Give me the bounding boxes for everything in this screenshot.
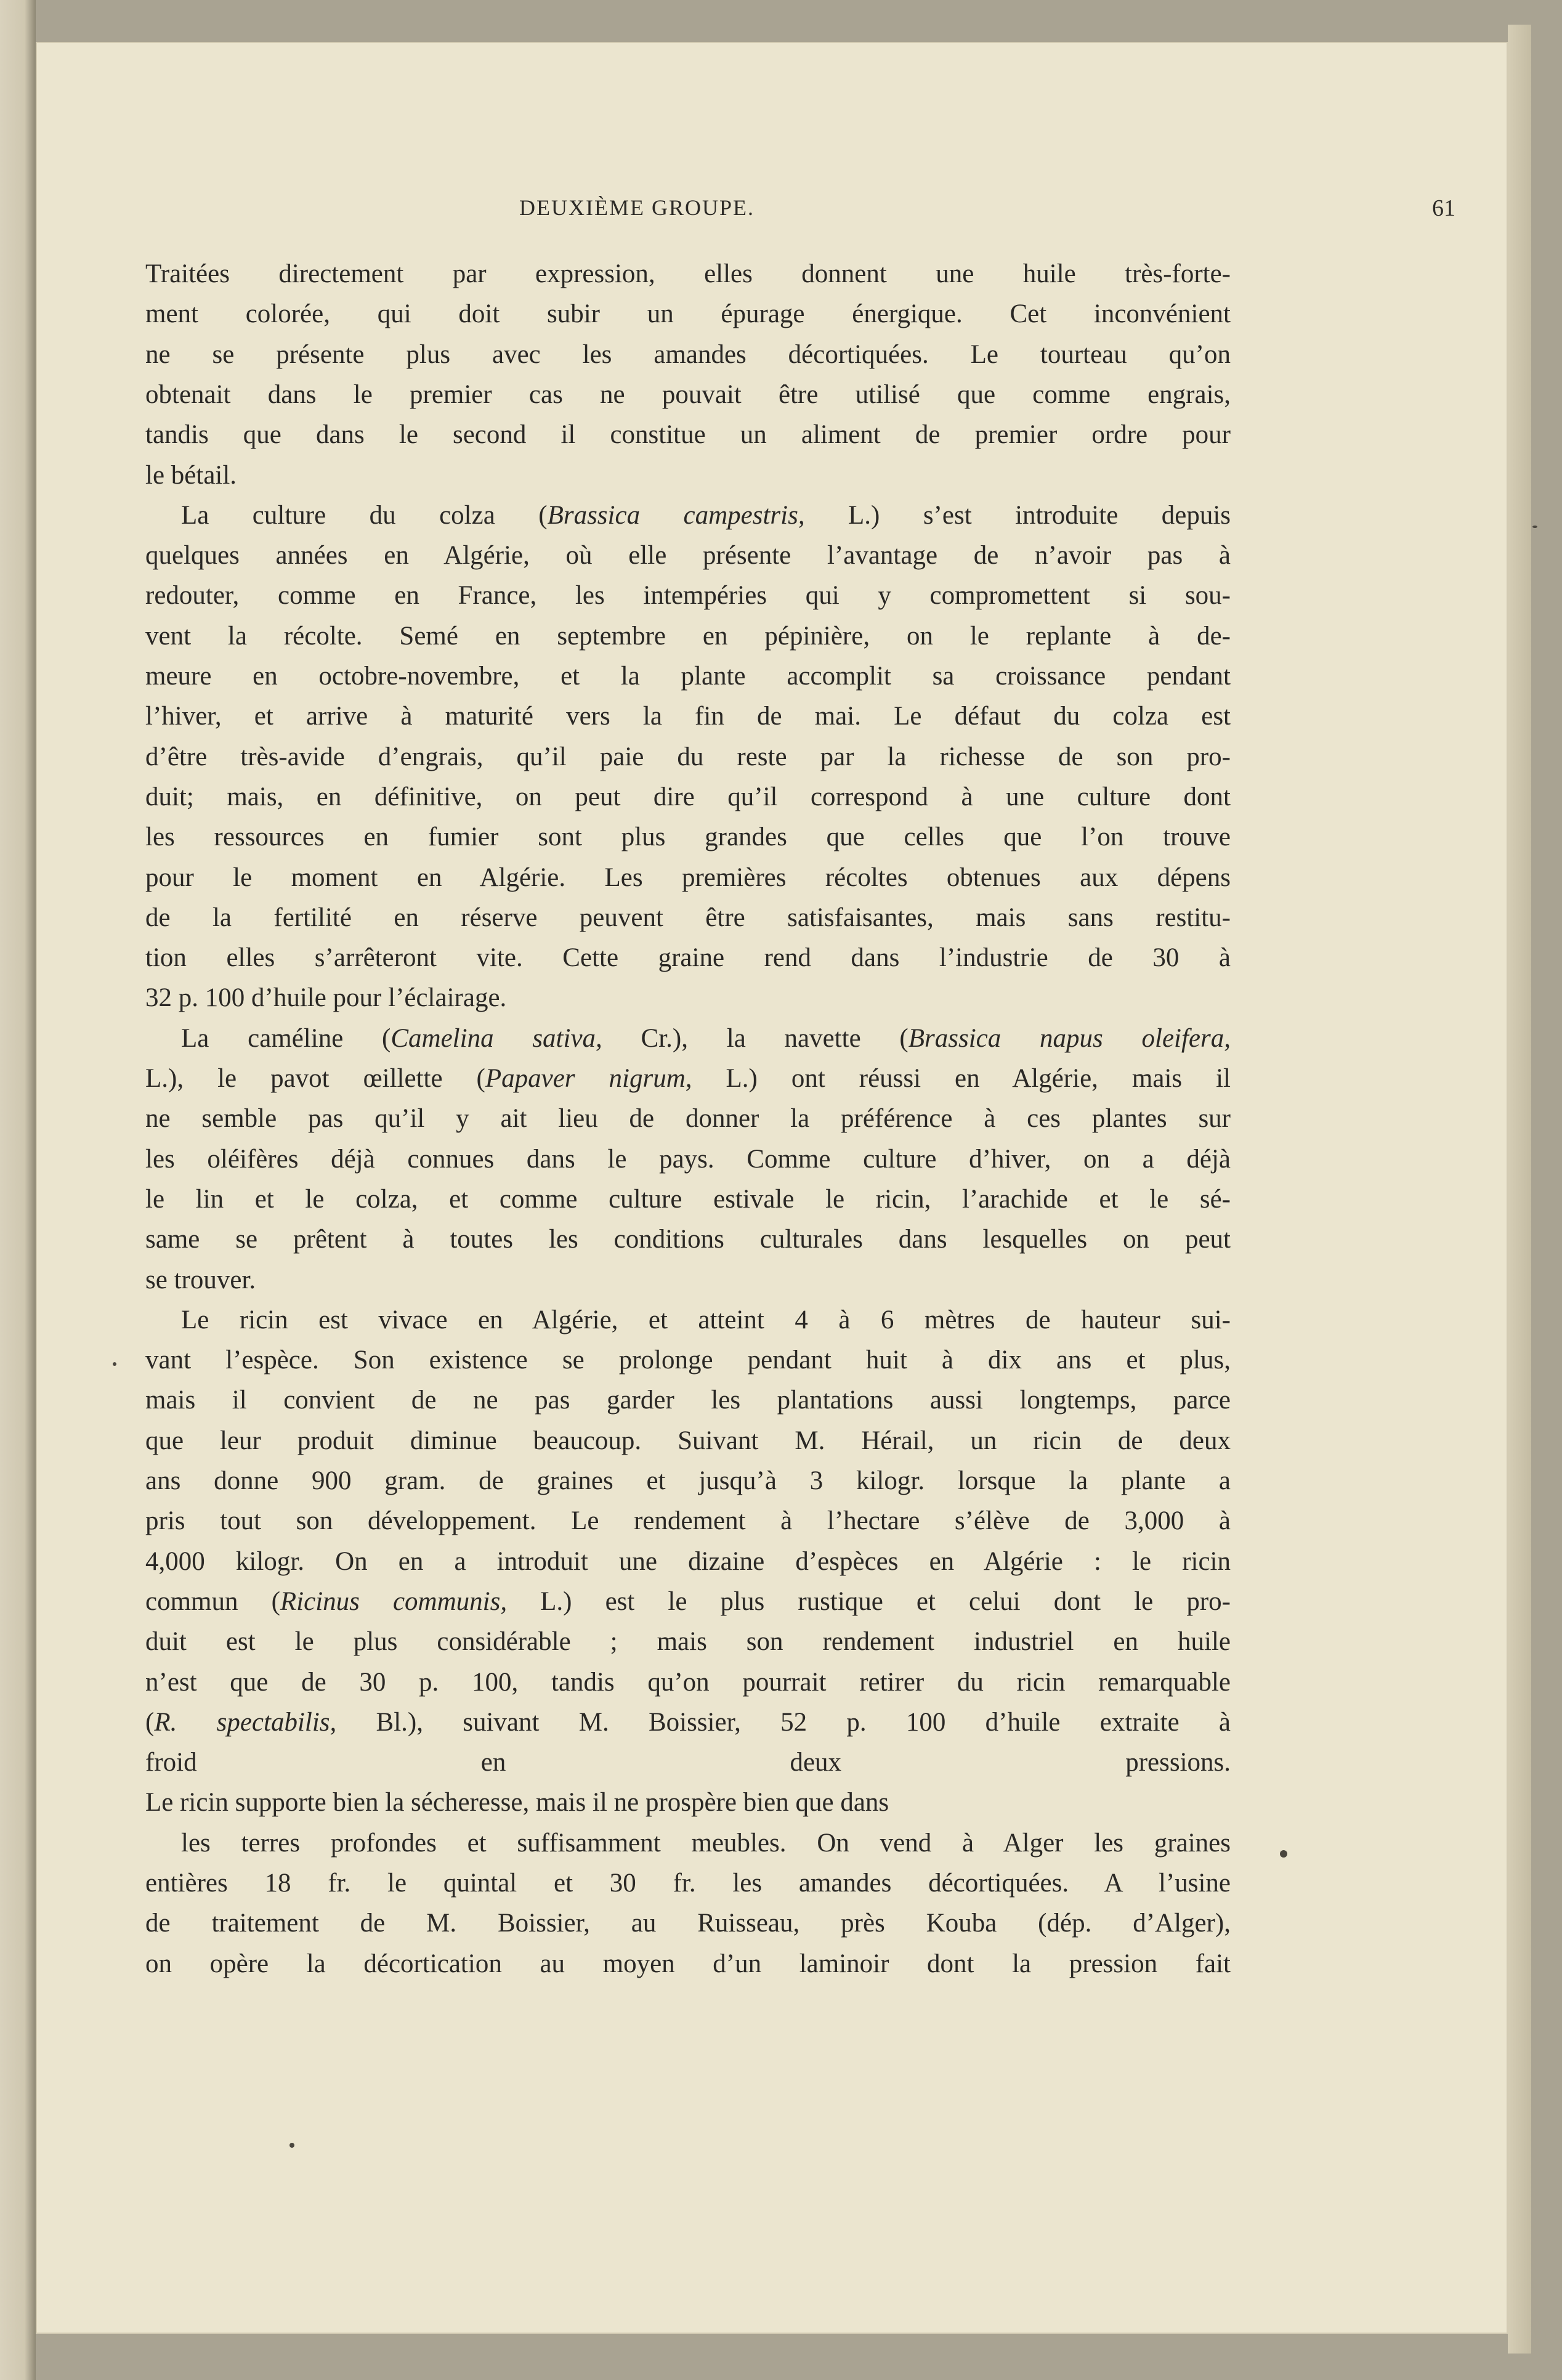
text-line: le bétail. [145,461,237,490]
page-edge-right [1508,25,1531,2354]
text-line [145,1058,1231,1099]
scan-background-left [0,0,36,2380]
italic-term: Camelina sativa, [390,1024,602,1053]
text-line: de la fertilité en réserve peuvent être satisfaisantes, mais sans restitu- [145,903,1231,932]
text-line: 32 p. 100 d’huile pour l’éclairage. [145,983,507,1012]
text-line: on opère la décortication au moyen d’un laminoir dont la pression fait [145,1949,1231,1978]
text-line: n’est que de 30 p. 100, tandis qu’on pourrait retirer du ricin remarquable [145,1668,1231,1697]
text-span: L.), le pavot œillette ( [145,1064,485,1093]
text-span: commun ( [145,1587,280,1616]
text-line: quelques années en Algérie, où elle présente l’avantage de n’avoir pas à [145,541,1231,570]
text-line: pris tout son développement. Le rendement à l’hectare s’élève de 3,000 à [145,1506,1231,1535]
text-line: tion elles s’arrêteront vite. Cette graine rend dans l’industrie de 30 à [145,943,1231,972]
text-line [181,1018,1231,1059]
text-line [181,495,1231,536]
text-line: ne se présente plus avec les amandes décortiquées. Le tourteau qu’on [145,340,1231,369]
text-line: vent la récolte. Semé en septembre en pépinière, on le replante à de- [145,622,1231,651]
running-head [36,195,1508,232]
text-line: l’hiver, et arrive à maturité vers la fin de mai. Le défaut du colza est [145,702,1231,731]
text-line: se trouver. [145,1265,256,1294]
print-speck [1280,1850,1287,1858]
italic-term: R. spectabilis, [154,1708,337,1737]
text-line: same se prêtent à toutes les conditions culturales dans lesquelles on peut [145,1225,1231,1254]
text-line: de traitement de M. Boissier, au Ruisseau, près Kouba (dép. d’Alger), [145,1909,1231,1938]
text-span: L.) s’est introduite depuis [804,501,1231,530]
text-line: que leur produit diminue beaucoup. Suivant M. Hérail, un ricin de deux [145,1426,1231,1455]
text-span: Bl.), suivant M. Boissier, 52 p. 100 d’huile extraite à [336,1708,1231,1737]
text-line: entières 18 fr. le quintal et 30 fr. les amandes décortiquées. A l’usine [145,1869,1231,1898]
text-line: ne semble pas qu’il y ait lieu de donner la préférence à ces plantes sur [145,1104,1231,1133]
italic-term: Brassica napus oleifera, [908,1024,1231,1053]
text-line: vant l’espèce. Son existence se prolonge pendant huit à dix ans et plus, [145,1346,1231,1375]
text-span: Cr.), la navette ( [602,1024,908,1053]
italic-term: Ricinus communis, [280,1587,508,1616]
text-line: meure en octobre-novembre, et la plante accomplit sa croissance pendant [145,662,1231,691]
text-line: duit est le plus considérable ; mais son rendement industriel en huile [145,1627,1231,1656]
text-line: duit; mais, en définitive, on peut dire qu’il correspond à une culture dont [145,782,1231,811]
text-line: Le ricin est vivace en Algérie, et atteint 4 à 6 mètres de hauteur sui- [181,1306,1231,1334]
text-line: ment colorée, qui doit subir un épurage énergique. Cet inconvénient [145,299,1231,328]
text-line: ans donne 900 gram. de graines et jusqu’à 3 kilogr. lorsque la plante a [145,1466,1231,1495]
text-line: le lin et le colza, et comme culture estivale le ricin, l’arachide et le sé- [145,1185,1231,1214]
text-line: mais il convient de ne pas garder les plantations aussi longtemps, parce [145,1386,1231,1415]
text-line: Traitées directement par expression, elles donnent une huile très-forte- [145,259,1231,288]
text-span: L.) est le plus rustique et celui dont le pro- [507,1587,1231,1616]
text-span: ( [145,1708,155,1737]
text-span: L.) ont réussi en Algérie, mais il [692,1064,1231,1093]
text-line [145,1702,1231,1743]
print-speck [289,2143,294,2148]
text-line: 4,000 kilogr. On en a introduit une dizaine d’espèces en Algérie : le ricin [145,1547,1231,1576]
text-line: Le ricin supporte bien la sécheresse, mais il ne prospère bien que dans [145,1788,889,1817]
print-speck [113,1362,116,1366]
text-line: tandis que dans le second il constitue un aliment de premier ordre pour [145,420,1231,449]
text-line: les oléifères déjà connues dans le pays. Comme culture d’hiver, on a déjà [145,1145,1231,1174]
text-line: redouter, comme en France, les intempéries qui y compromettent si sou- [145,581,1231,610]
text-line: les ressources en fumier sont plus grandes que celles que l’on trouve [145,822,1231,851]
text-span: La caméline ( [181,1024,391,1053]
text-span: La culture du colza ( [181,501,548,530]
text-line: froid en deux pressions. [145,1748,1231,1777]
page-number: 61 [1432,195,1455,221]
text-line [145,1582,1231,1622]
text-line: d’être très-avide d’engrais, qu’il paie du reste par la richesse de son pro- [145,742,1231,771]
italic-term: Papaver nigrum, [485,1064,692,1093]
running-title: DEUXIÈME GROUPE. [519,195,755,220]
print-speck [1532,526,1537,528]
text-line: pour le moment en Algérie. Les premières récoltes obtenues aux dépens [145,863,1231,892]
text-line: obtenait dans le premier cas ne pouvait être utilisé que comme engrais, [145,380,1231,409]
italic-term: Brassica campestris, [547,501,805,530]
book-page [36,42,1508,2334]
text-line: les terres profondes et suffisamment meubles. On vend à Alger les graines [181,1829,1231,1858]
